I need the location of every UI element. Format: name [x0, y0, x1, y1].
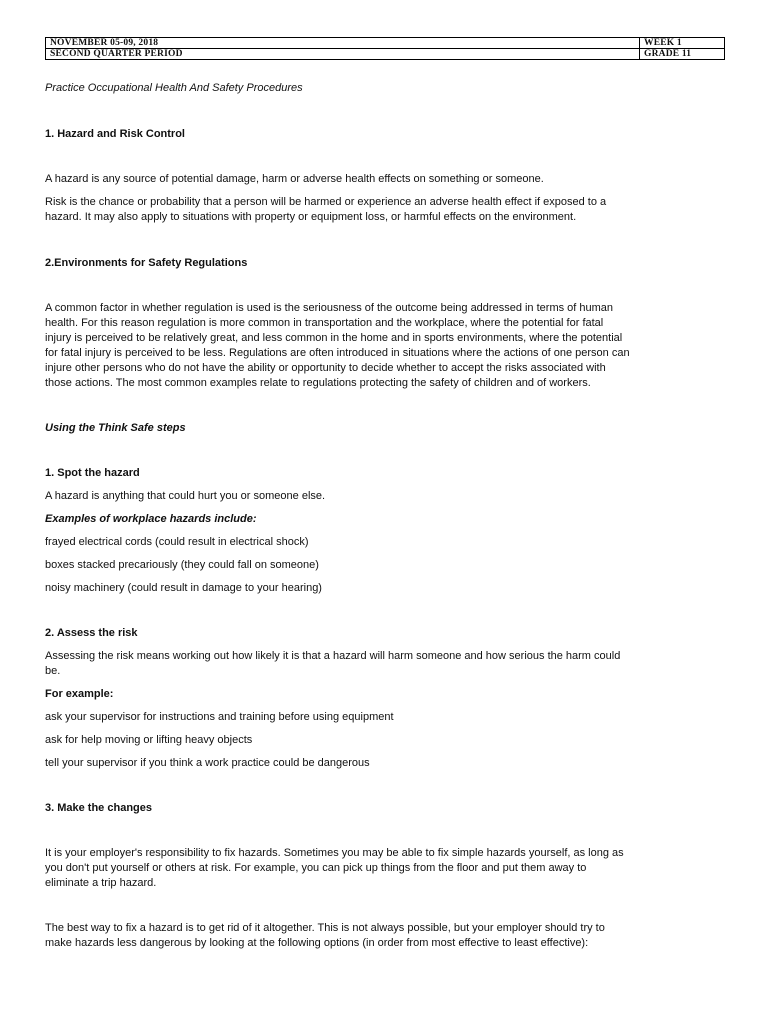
- header-period: SECOND QUARTER PERIOD: [46, 49, 640, 60]
- header-row: [46, 38, 725, 49]
- example-item: ask for help moving or lifting heavy objects: [45, 734, 253, 746]
- example-item: ask your supervisor for instructions and training before using equipment: [45, 711, 394, 723]
- header-table: [45, 37, 725, 60]
- employer-paragraph-line: you don't put yourself or others at risk. For example, you can pick up things from the floor and put them away to: [45, 862, 587, 874]
- think-safe-heading: Using the Think Safe steps: [45, 422, 186, 434]
- examples-heading: Examples of workplace hazards include:: [45, 513, 257, 525]
- assess-paragraph-line: Assessing the risk means working out how likely it is that a hazard will harm someone and how serious the harm could: [45, 650, 621, 662]
- regulation-paragraph-line: those actions. The most common examples relate to regulations protecting the safety of children and of workers.: [45, 377, 591, 389]
- employer-paragraph-line: eliminate a trip hazard.: [45, 877, 157, 889]
- step-1-definition: A hazard is anything that could hurt you or someone else.: [45, 490, 326, 502]
- example-item: frayed electrical cords (could result in electrical shock): [45, 536, 309, 548]
- for-example-heading: For example:: [45, 688, 114, 700]
- header-row: [46, 49, 725, 60]
- step-3-heading: 3. Make the changes: [45, 802, 152, 814]
- example-item: noisy machinery (could result in damage to your hearing): [45, 582, 322, 594]
- step-1-heading: 1. Spot the hazard: [45, 467, 140, 479]
- assess-paragraph-line: be.: [45, 665, 61, 677]
- example-item: boxes stacked precariously (they could fall on someone): [45, 559, 319, 571]
- regulation-paragraph-line: injure other persons who do not have the ability or opportunity to decide whether to accept the risks associated with: [45, 362, 606, 374]
- header-week: WEEK 1: [640, 38, 725, 49]
- best-way-paragraph-line: The best way to fix a hazard is to get rid of it altogether. This is not always possible, but your employer should try to: [45, 922, 605, 934]
- step-2-heading: 2. Assess the risk: [45, 627, 138, 639]
- section-1-heading: 1. Hazard and Risk Control: [45, 128, 185, 140]
- header-grade: GRADE 11: [640, 49, 725, 60]
- regulation-paragraph-line: for fatal injury is perceived to be less. Regulations are often introduced in situations where the actions of one person can: [45, 347, 630, 359]
- risk-definition-line: hazard. It may also apply to situations with property or equipment loss, or harmful effects on the environment.: [45, 211, 577, 223]
- employer-paragraph-line: It is your employer's responsibility to fix hazards. Sometimes you may be able to fix simple hazards yourself, as long as: [45, 847, 624, 859]
- best-way-paragraph-line: make hazards less dangerous by looking at the following options (in order from most effective to least effective):: [45, 937, 589, 949]
- header-date: NOVEMBER 05-09, 2018: [46, 38, 640, 49]
- regulation-paragraph-line: injury is perceived to be relatively great, and less common in the home and in sports environments, where the potential: [45, 332, 623, 344]
- hazard-definition: A hazard is any source of potential damage, harm or adverse health effects on something or someone.: [45, 173, 544, 185]
- document-title: Practice Occupational Health And Safety Procedures: [45, 82, 303, 94]
- example-item: tell your supervisor if you think a work practice could be dangerous: [45, 757, 370, 769]
- risk-definition-line: Risk is the chance or probability that a person will be harmed or experience an adverse health effect if exposed to a: [45, 196, 607, 208]
- section-2-heading: 2.Environments for Safety Regulations: [45, 257, 248, 269]
- regulation-paragraph-line: health. For this reason regulation is more common in transportation and the workplace, where the potential for fatal: [45, 317, 604, 329]
- regulation-paragraph-line: A common factor in whether regulation is used is the seriousness of the outcome being addressed in terms of human: [45, 302, 614, 314]
